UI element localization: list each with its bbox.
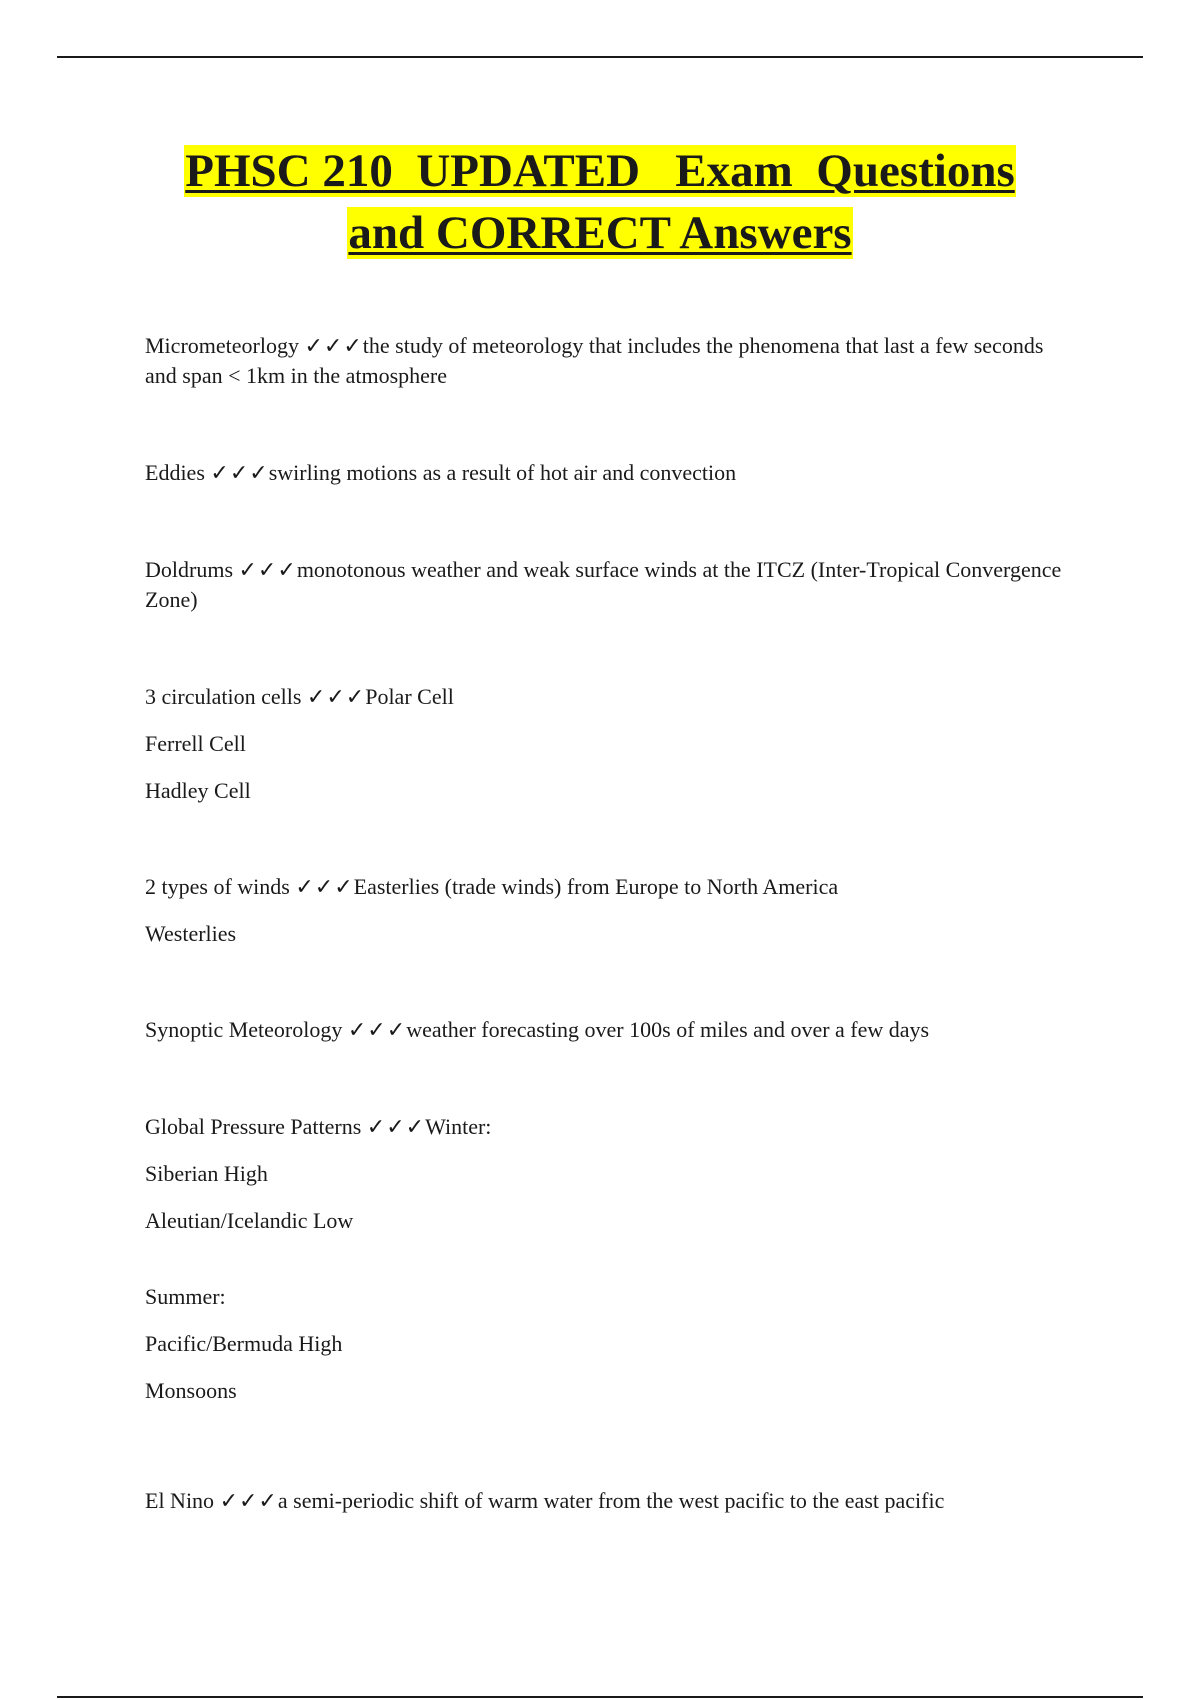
- entry-term: Synoptic Meteorology: [145, 1017, 343, 1042]
- entry-term: Micrometeorlogy: [145, 333, 299, 358]
- entry-extra-line: Monsoons: [145, 1378, 237, 1403]
- check-marks-icon: ✓✓✓: [347, 1017, 407, 1042]
- entry-text: [145, 682, 1065, 712]
- check-marks-icon: ✓✓✓: [366, 1114, 426, 1139]
- entry-text: [145, 872, 1065, 902]
- entry-text: [145, 1112, 1065, 1142]
- check-marks-icon: ✓✓✓: [295, 874, 354, 899]
- entry-extra-line: Siberian High: [145, 1161, 268, 1186]
- entry-answer: weather forecasting over 100s of miles and over a few days: [406, 1017, 930, 1042]
- entry-answer: Polar Cell: [365, 684, 454, 709]
- entry-term: Doldrums: [145, 557, 233, 582]
- title-line-1: PHSC 210 UPDATED Exam Questions: [185, 145, 1015, 197]
- entry-synoptic-meteorology: [145, 1015, 1065, 1045]
- entry-doldrums: [145, 555, 1065, 615]
- entry-term: 2 types of winds: [145, 874, 290, 899]
- check-marks-icon: ✓✓✓: [306, 684, 366, 709]
- entry-answer: a semi-periodic shift of warm water from the west pacific to the east pacific: [277, 1488, 945, 1513]
- entry-extra-line: Westerlies: [145, 921, 237, 946]
- entry-text: [145, 1015, 1065, 1045]
- entry-extra-line: Pacific/Bermuda High: [145, 1331, 343, 1356]
- entry-extra-line: Ferrell Cell: [145, 731, 246, 756]
- check-marks-icon: ✓✓✓: [238, 557, 297, 582]
- bottom-rule: [57, 1696, 1143, 1698]
- entry-answer: Winter:: [425, 1114, 492, 1139]
- entry-text: [145, 555, 1065, 615]
- entry-answer: swirling motions as a result of hot air and convection: [268, 460, 737, 485]
- entry-extra-line: Hadley Cell: [145, 778, 251, 803]
- check-marks-icon: ✓✓✓: [210, 460, 269, 485]
- entry-text: [145, 1486, 1065, 1516]
- entry-answer: the study of meteorology that includes the phenomena that last a few seconds and span < 1km in the atmosphere: [145, 333, 1044, 388]
- entry-circulation-cells: [145, 682, 1065, 806]
- entry-answer: monotonous weather and weak surface winds at the ITCZ (Inter-Tropical Convergence Zone): [145, 557, 1062, 612]
- entry-text: [145, 458, 1065, 488]
- entry-extra-line: Aleutian/Icelandic Low: [145, 1208, 354, 1233]
- entry-extra-line: Summer:: [145, 1284, 226, 1309]
- entry-text: [145, 331, 1065, 391]
- check-marks-icon: ✓✓✓: [219, 1488, 278, 1513]
- entry-answer: Easterlies (trade winds) from Europe to North America: [353, 874, 839, 899]
- entry-global-pressure-patterns: [145, 1112, 1065, 1406]
- entry-eddies: [145, 458, 1065, 488]
- entry-term: Eddies: [145, 460, 205, 485]
- entry-types-of-winds: [145, 872, 1065, 949]
- document-title: [0, 140, 1200, 264]
- entry-el-nino: [145, 1486, 1065, 1516]
- check-marks-icon: ✓✓✓: [304, 333, 363, 358]
- entry-term: Global Pressure Patterns: [145, 1114, 362, 1139]
- entry-micrometeorology: [145, 331, 1065, 391]
- title-line-2: and CORRECT Answers: [348, 207, 852, 259]
- entry-term: 3 circulation cells: [145, 684, 302, 709]
- top-rule: [57, 56, 1143, 58]
- entry-term: El Nino: [145, 1488, 215, 1513]
